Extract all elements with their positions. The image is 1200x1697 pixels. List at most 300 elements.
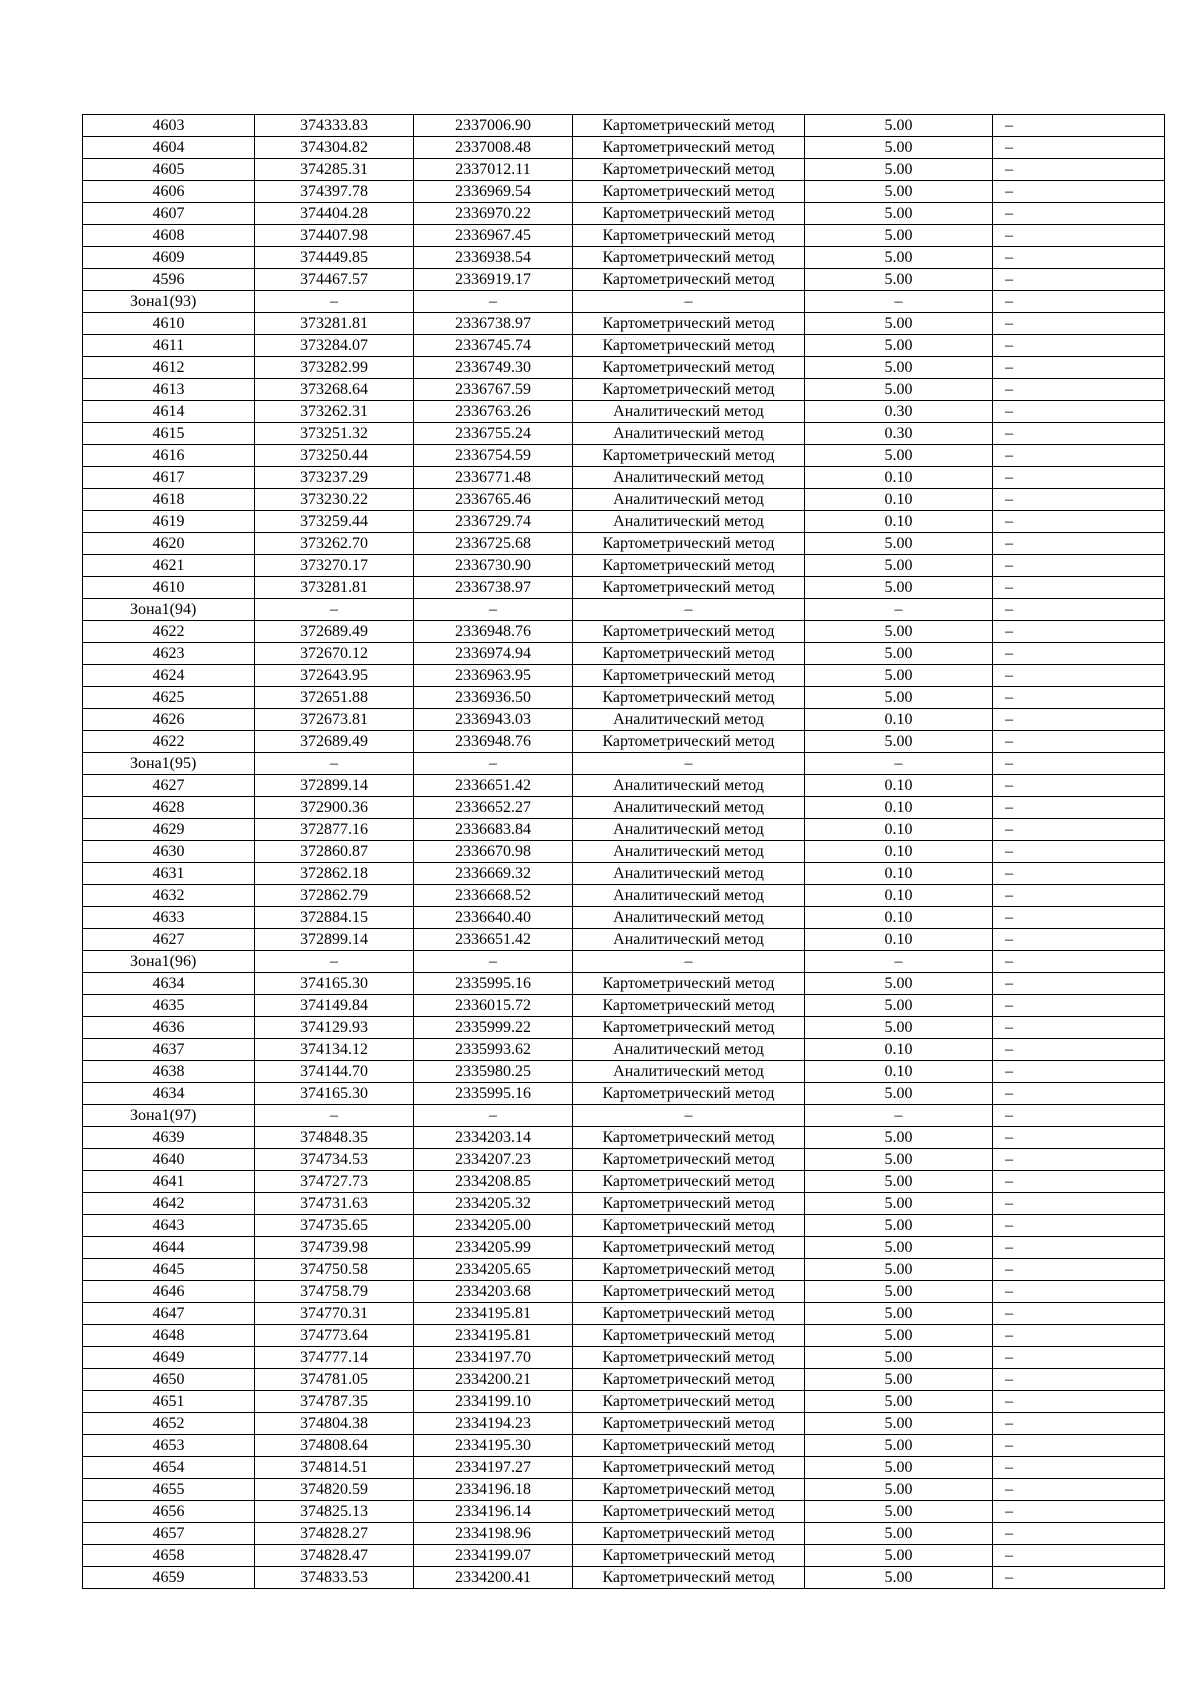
- point-number-cell: 4613: [83, 379, 255, 401]
- accuracy-cell: 5.00: [805, 643, 993, 665]
- table-row: [83, 1149, 1165, 1171]
- table-row: [83, 1435, 1165, 1457]
- coord-x-cell: 374848.35: [255, 1127, 414, 1149]
- point-number-cell: 4611: [83, 335, 255, 357]
- description-cell: –: [993, 973, 1165, 995]
- point-number-cell: 4655: [83, 1479, 255, 1501]
- method-cell: Картометрический метод: [573, 1413, 805, 1435]
- coord-y-cell: 2336651.42: [414, 775, 573, 797]
- coord-y-cell: 2336919.17: [414, 269, 573, 291]
- method-cell: Аналитический метод: [573, 775, 805, 797]
- point-number-cell: 4658: [83, 1545, 255, 1567]
- zone-label-cell: Зона1(95): [83, 753, 255, 775]
- coord-y-cell: –: [414, 1105, 573, 1127]
- coord-x-cell: 374129.93: [255, 1017, 414, 1039]
- coord-x-cell: –: [255, 291, 414, 313]
- description-cell: –: [993, 335, 1165, 357]
- table-row: [83, 467, 1165, 489]
- accuracy-cell: 5.00: [805, 731, 993, 753]
- table-row: [83, 863, 1165, 885]
- accuracy-cell: 5.00: [805, 313, 993, 335]
- table-row: [83, 247, 1165, 269]
- description-cell: –: [993, 621, 1165, 643]
- point-number-cell: 4633: [83, 907, 255, 929]
- point-number-cell: 4650: [83, 1369, 255, 1391]
- point-number-cell: 4603: [83, 115, 255, 137]
- table-row: [83, 1017, 1165, 1039]
- accuracy-cell: –: [805, 951, 993, 973]
- zone-header-row: [83, 599, 1165, 621]
- description-cell: –: [993, 599, 1165, 621]
- point-number-cell: 4656: [83, 1501, 255, 1523]
- coord-y-cell: 2336738.97: [414, 313, 573, 335]
- point-number-cell: 4624: [83, 665, 255, 687]
- coord-x-cell: 373230.22: [255, 489, 414, 511]
- method-cell: Картометрический метод: [573, 1325, 805, 1347]
- accuracy-cell: 5.00: [805, 1017, 993, 1039]
- method-cell: Аналитический метод: [573, 797, 805, 819]
- accuracy-cell: –: [805, 753, 993, 775]
- point-number-cell: 4619: [83, 511, 255, 533]
- description-cell: –: [993, 313, 1165, 335]
- accuracy-cell: 0.10: [805, 797, 993, 819]
- accuracy-cell: 5.00: [805, 1127, 993, 1149]
- coord-x-cell: –: [255, 753, 414, 775]
- description-cell: –: [993, 863, 1165, 885]
- method-cell: –: [573, 1105, 805, 1127]
- accuracy-cell: 5.00: [805, 357, 993, 379]
- method-cell: Аналитический метод: [573, 885, 805, 907]
- table-row: [83, 181, 1165, 203]
- coord-x-cell: 372862.79: [255, 885, 414, 907]
- accuracy-cell: 5.00: [805, 445, 993, 467]
- method-cell: Картометрический метод: [573, 665, 805, 687]
- table-row: [83, 423, 1165, 445]
- description-cell: –: [993, 753, 1165, 775]
- point-number-cell: 4605: [83, 159, 255, 181]
- point-number-cell: 4616: [83, 445, 255, 467]
- table-row: [83, 1567, 1165, 1589]
- method-cell: Картометрический метод: [573, 357, 805, 379]
- accuracy-cell: 5.00: [805, 533, 993, 555]
- coord-y-cell: –: [414, 951, 573, 973]
- coord-y-cell: 2334194.23: [414, 1413, 573, 1435]
- coord-x-cell: 373281.81: [255, 313, 414, 335]
- coord-y-cell: 2336651.42: [414, 929, 573, 951]
- description-cell: –: [993, 687, 1165, 709]
- coord-y-cell: –: [414, 599, 573, 621]
- table-row: [83, 775, 1165, 797]
- point-number-cell: 4626: [83, 709, 255, 731]
- coord-y-cell: 2336670.98: [414, 841, 573, 863]
- table-row: [83, 203, 1165, 225]
- coord-x-cell: 372860.87: [255, 841, 414, 863]
- point-number-cell: 4629: [83, 819, 255, 841]
- accuracy-cell: 5.00: [805, 269, 993, 291]
- coord-x-cell: 374825.13: [255, 1501, 414, 1523]
- zone-label-cell: Зона1(96): [83, 951, 255, 973]
- table-row: [83, 225, 1165, 247]
- zone-header-row: [83, 951, 1165, 973]
- method-cell: Картометрический метод: [573, 1479, 805, 1501]
- point-number-cell: 4630: [83, 841, 255, 863]
- point-number-cell: 4610: [83, 313, 255, 335]
- coord-x-cell: 372689.49: [255, 621, 414, 643]
- table-row: [83, 731, 1165, 753]
- coord-y-cell: 2334197.70: [414, 1347, 573, 1369]
- coord-y-cell: 2334195.30: [414, 1435, 573, 1457]
- coord-y-cell: 2334205.65: [414, 1259, 573, 1281]
- description-cell: –: [993, 1435, 1165, 1457]
- method-cell: Аналитический метод: [573, 401, 805, 423]
- point-number-cell: 4637: [83, 1039, 255, 1061]
- table-row: [83, 995, 1165, 1017]
- coord-y-cell: 2336767.59: [414, 379, 573, 401]
- coord-y-cell: 2334203.68: [414, 1281, 573, 1303]
- description-cell: –: [993, 1523, 1165, 1545]
- accuracy-cell: 5.00: [805, 1435, 993, 1457]
- accuracy-cell: 5.00: [805, 1391, 993, 1413]
- coord-y-cell: 2334205.32: [414, 1193, 573, 1215]
- point-number-cell: 4627: [83, 775, 255, 797]
- description-cell: –: [993, 467, 1165, 489]
- accuracy-cell: 5.00: [805, 247, 993, 269]
- method-cell: Аналитический метод: [573, 423, 805, 445]
- accuracy-cell: 0.10: [805, 885, 993, 907]
- description-cell: –: [993, 731, 1165, 753]
- table-row: [83, 555, 1165, 577]
- table-row: [83, 797, 1165, 819]
- description-cell: –: [993, 225, 1165, 247]
- accuracy-cell: 5.00: [805, 181, 993, 203]
- accuracy-cell: 5.00: [805, 1347, 993, 1369]
- method-cell: –: [573, 291, 805, 313]
- table-row: [83, 973, 1165, 995]
- coord-y-cell: 2334196.18: [414, 1479, 573, 1501]
- coord-y-cell: 2336015.72: [414, 995, 573, 1017]
- coord-x-cell: 374165.30: [255, 1083, 414, 1105]
- coord-y-cell: 2334208.85: [414, 1171, 573, 1193]
- point-number-cell: 4632: [83, 885, 255, 907]
- coord-y-cell: 2334203.14: [414, 1127, 573, 1149]
- description-cell: –: [993, 885, 1165, 907]
- description-cell: –: [993, 709, 1165, 731]
- description-cell: –: [993, 511, 1165, 533]
- point-number-cell: 4596: [83, 269, 255, 291]
- description-cell: –: [993, 445, 1165, 467]
- accuracy-cell: 5.00: [805, 665, 993, 687]
- method-cell: Картометрический метод: [573, 445, 805, 467]
- coord-y-cell: 2334195.81: [414, 1325, 573, 1347]
- table-row: [83, 1193, 1165, 1215]
- accuracy-cell: 0.10: [805, 467, 993, 489]
- accuracy-cell: 5.00: [805, 379, 993, 401]
- point-number-cell: 4606: [83, 181, 255, 203]
- table-row: [83, 1083, 1165, 1105]
- coord-x-cell: 374820.59: [255, 1479, 414, 1501]
- description-cell: –: [993, 665, 1165, 687]
- table-row: [83, 533, 1165, 555]
- accuracy-cell: 5.00: [805, 1325, 993, 1347]
- method-cell: Картометрический метод: [573, 379, 805, 401]
- point-number-cell: 4644: [83, 1237, 255, 1259]
- zone-label-cell: Зона1(93): [83, 291, 255, 313]
- table-row: [83, 1391, 1165, 1413]
- description-cell: –: [993, 401, 1165, 423]
- table-row: [83, 643, 1165, 665]
- table-row: [83, 687, 1165, 709]
- table-row: [83, 489, 1165, 511]
- accuracy-cell: 5.00: [805, 159, 993, 181]
- description-cell: –: [993, 643, 1165, 665]
- description-cell: –: [993, 1149, 1165, 1171]
- point-number-cell: 4642: [83, 1193, 255, 1215]
- point-number-cell: 4648: [83, 1325, 255, 1347]
- accuracy-cell: 5.00: [805, 1215, 993, 1237]
- description-cell: –: [993, 1127, 1165, 1149]
- coord-y-cell: 2336652.27: [414, 797, 573, 819]
- method-cell: Картометрический метод: [573, 555, 805, 577]
- table-row: [83, 1457, 1165, 1479]
- coord-x-cell: 374149.84: [255, 995, 414, 1017]
- coord-y-cell: 2335980.25: [414, 1061, 573, 1083]
- point-number-cell: 4608: [83, 225, 255, 247]
- coord-x-cell: 374407.98: [255, 225, 414, 247]
- method-cell: –: [573, 753, 805, 775]
- accuracy-cell: 0.30: [805, 423, 993, 445]
- coord-x-cell: 374828.27: [255, 1523, 414, 1545]
- method-cell: Картометрический метод: [573, 533, 805, 555]
- point-number-cell: 4607: [83, 203, 255, 225]
- point-number-cell: 4610: [83, 577, 255, 599]
- accuracy-cell: 5.00: [805, 1523, 993, 1545]
- point-number-cell: 4657: [83, 1523, 255, 1545]
- zone-label-cell: Зона1(94): [83, 599, 255, 621]
- table-row: [83, 1127, 1165, 1149]
- coord-y-cell: 2336948.76: [414, 621, 573, 643]
- accuracy-cell: 0.10: [805, 907, 993, 929]
- description-cell: –: [993, 115, 1165, 137]
- point-number-cell: 4628: [83, 797, 255, 819]
- method-cell: Аналитический метод: [573, 863, 805, 885]
- coord-y-cell: 2336943.03: [414, 709, 573, 731]
- coord-x-cell: 374804.38: [255, 1413, 414, 1435]
- description-cell: –: [993, 1391, 1165, 1413]
- coord-x-cell: 374734.53: [255, 1149, 414, 1171]
- coord-y-cell: 2336936.50: [414, 687, 573, 709]
- coord-x-cell: 374727.73: [255, 1171, 414, 1193]
- coord-y-cell: 2336763.26: [414, 401, 573, 423]
- point-number-cell: 4646: [83, 1281, 255, 1303]
- method-cell: Картометрический метод: [573, 1457, 805, 1479]
- method-cell: Картометрический метод: [573, 1369, 805, 1391]
- point-number-cell: 4623: [83, 643, 255, 665]
- description-cell: –: [993, 929, 1165, 951]
- accuracy-cell: 5.00: [805, 1501, 993, 1523]
- coord-y-cell: 2336963.95: [414, 665, 573, 687]
- coord-y-cell: –: [414, 291, 573, 313]
- table-row: [83, 1259, 1165, 1281]
- table-row: [83, 379, 1165, 401]
- method-cell: –: [573, 951, 805, 973]
- point-number-cell: 4631: [83, 863, 255, 885]
- description-cell: –: [993, 1105, 1165, 1127]
- accuracy-cell: 5.00: [805, 555, 993, 577]
- method-cell: Картометрический метод: [573, 1017, 805, 1039]
- method-cell: Картометрический метод: [573, 1303, 805, 1325]
- coord-x-cell: 374828.47: [255, 1545, 414, 1567]
- coord-y-cell: 2336969.54: [414, 181, 573, 203]
- coord-y-cell: 2337012.11: [414, 159, 573, 181]
- accuracy-cell: 5.00: [805, 1369, 993, 1391]
- table-row: [83, 1523, 1165, 1545]
- accuracy-cell: 5.00: [805, 1193, 993, 1215]
- accuracy-cell: 5.00: [805, 1083, 993, 1105]
- point-number-cell: 4643: [83, 1215, 255, 1237]
- coord-x-cell: 373262.31: [255, 401, 414, 423]
- accuracy-cell: 0.10: [805, 1039, 993, 1061]
- description-cell: –: [993, 1039, 1165, 1061]
- point-number-cell: 4614: [83, 401, 255, 423]
- coord-y-cell: 2336755.24: [414, 423, 573, 445]
- description-cell: –: [993, 423, 1165, 445]
- coord-y-cell: 2336730.90: [414, 555, 573, 577]
- method-cell: Аналитический метод: [573, 467, 805, 489]
- point-number-cell: 4609: [83, 247, 255, 269]
- description-cell: –: [993, 577, 1165, 599]
- point-number-cell: 4620: [83, 533, 255, 555]
- coord-x-cell: 374165.30: [255, 973, 414, 995]
- table-row: [83, 1061, 1165, 1083]
- coord-x-cell: 372900.36: [255, 797, 414, 819]
- point-number-cell: 4627: [83, 929, 255, 951]
- table-row: [83, 1413, 1165, 1435]
- table-row: [83, 1171, 1165, 1193]
- coord-x-cell: 374770.31: [255, 1303, 414, 1325]
- coordinates-table: [82, 114, 1165, 1589]
- table-row: [83, 577, 1165, 599]
- description-cell: –: [993, 1545, 1165, 1567]
- method-cell: Картометрический метод: [573, 1193, 805, 1215]
- coord-x-cell: 373268.64: [255, 379, 414, 401]
- point-number-cell: 4621: [83, 555, 255, 577]
- table-row: [83, 137, 1165, 159]
- coord-x-cell: 372673.81: [255, 709, 414, 731]
- coord-x-cell: 372862.18: [255, 863, 414, 885]
- coord-x-cell: 374449.85: [255, 247, 414, 269]
- point-number-cell: 4653: [83, 1435, 255, 1457]
- description-cell: –: [993, 269, 1165, 291]
- accuracy-cell: 5.00: [805, 1259, 993, 1281]
- table-row: [83, 511, 1165, 533]
- point-number-cell: 4640: [83, 1149, 255, 1171]
- method-cell: Картометрический метод: [573, 159, 805, 181]
- zone-header-row: [83, 291, 1165, 313]
- accuracy-cell: 0.10: [805, 489, 993, 511]
- coord-y-cell: 2336725.68: [414, 533, 573, 555]
- coord-x-cell: 374134.12: [255, 1039, 414, 1061]
- coord-y-cell: 2334199.07: [414, 1545, 573, 1567]
- coord-x-cell: 374397.78: [255, 181, 414, 203]
- coord-y-cell: 2336640.40: [414, 907, 573, 929]
- coordinates-table-body: [83, 115, 1165, 1589]
- accuracy-cell: –: [805, 291, 993, 313]
- accuracy-cell: 0.10: [805, 841, 993, 863]
- method-cell: Картометрический метод: [573, 137, 805, 159]
- accuracy-cell: 5.00: [805, 1171, 993, 1193]
- description-cell: –: [993, 159, 1165, 181]
- table-row: [83, 1039, 1165, 1061]
- coord-x-cell: 374404.28: [255, 203, 414, 225]
- accuracy-cell: 5.00: [805, 1413, 993, 1435]
- coord-x-cell: 373262.70: [255, 533, 414, 555]
- point-number-cell: 4622: [83, 731, 255, 753]
- description-cell: –: [993, 1259, 1165, 1281]
- description-cell: –: [993, 1567, 1165, 1589]
- accuracy-cell: –: [805, 1105, 993, 1127]
- point-number-cell: 4641: [83, 1171, 255, 1193]
- coord-y-cell: 2336668.52: [414, 885, 573, 907]
- method-cell: Картометрический метод: [573, 995, 805, 1017]
- point-number-cell: 4649: [83, 1347, 255, 1369]
- coord-y-cell: –: [414, 753, 573, 775]
- description-cell: –: [993, 1325, 1165, 1347]
- description-cell: –: [993, 1281, 1165, 1303]
- point-number-cell: 4659: [83, 1567, 255, 1589]
- point-number-cell: 4652: [83, 1413, 255, 1435]
- method-cell: Картометрический метод: [573, 1391, 805, 1413]
- coord-x-cell: 374777.14: [255, 1347, 414, 1369]
- accuracy-cell: 0.10: [805, 709, 993, 731]
- table-row: [83, 357, 1165, 379]
- table-row: [83, 269, 1165, 291]
- description-cell: –: [993, 797, 1165, 819]
- method-cell: Аналитический метод: [573, 907, 805, 929]
- coord-x-cell: –: [255, 951, 414, 973]
- description-cell: –: [993, 181, 1165, 203]
- point-number-cell: 4647: [83, 1303, 255, 1325]
- accuracy-cell: 5.00: [805, 225, 993, 247]
- coord-x-cell: 372689.49: [255, 731, 414, 753]
- table-row: [83, 709, 1165, 731]
- coord-y-cell: 2336938.54: [414, 247, 573, 269]
- method-cell: Картометрический метод: [573, 1083, 805, 1105]
- coord-y-cell: 2337006.90: [414, 115, 573, 137]
- description-cell: –: [993, 1369, 1165, 1391]
- accuracy-cell: 0.10: [805, 1061, 993, 1083]
- point-number-cell: 4635: [83, 995, 255, 1017]
- method-cell: Картометрический метод: [573, 731, 805, 753]
- coord-x-cell: 374808.64: [255, 1435, 414, 1457]
- description-cell: –: [993, 1479, 1165, 1501]
- point-number-cell: 4612: [83, 357, 255, 379]
- coord-x-cell: 372643.95: [255, 665, 414, 687]
- description-cell: –: [993, 819, 1165, 841]
- point-number-cell: 4617: [83, 467, 255, 489]
- table-row: [83, 1479, 1165, 1501]
- zone-header-row: [83, 753, 1165, 775]
- table-row: [83, 159, 1165, 181]
- coord-y-cell: 2336765.46: [414, 489, 573, 511]
- description-cell: –: [993, 489, 1165, 511]
- point-number-cell: 4651: [83, 1391, 255, 1413]
- method-cell: Картометрический метод: [573, 1545, 805, 1567]
- point-number-cell: 4625: [83, 687, 255, 709]
- coord-x-cell: 374750.58: [255, 1259, 414, 1281]
- point-number-cell: 4645: [83, 1259, 255, 1281]
- table-row: [83, 1369, 1165, 1391]
- description-cell: –: [993, 1193, 1165, 1215]
